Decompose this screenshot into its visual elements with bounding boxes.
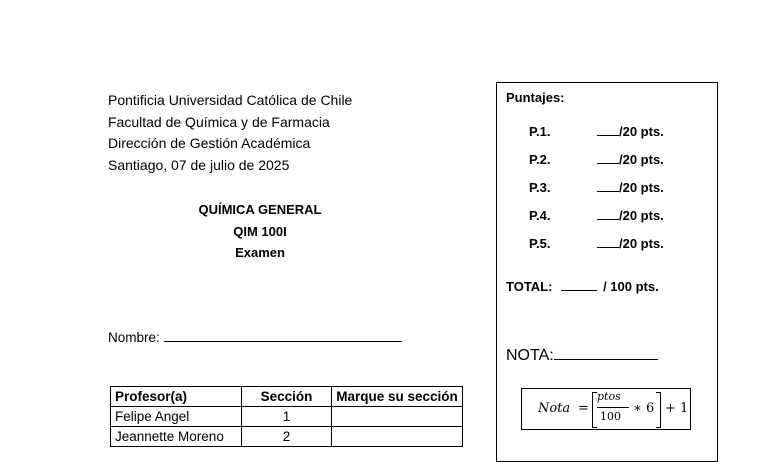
score-item-suffix: /20 pts. [619,124,664,139]
table-header-row [111,387,463,407]
course-code: QIM 100I [233,223,287,239]
formula-denominator: 100 [600,410,621,423]
grade-formula [521,388,691,430]
seccion-cell: 1 [242,407,332,427]
score-item-label: P.1. [529,124,551,139]
score-item-p2 [529,152,664,167]
institution-header [108,90,352,176]
total-line [506,279,659,294]
score-blank[interactable] [597,124,619,136]
mark-cell[interactable] [332,407,463,427]
score-item-suffix: /20 pts. [619,180,664,195]
total-blank[interactable] [561,279,597,291]
score-blank[interactable] [597,152,619,164]
course-info [160,199,360,264]
score-item-suffix: /20 pts. [619,236,664,251]
date-line: Santiago, 07 de julio de 2025 [108,156,290,173]
profesor-cell: Jeannette Moreno [111,427,242,447]
name-field [108,329,402,345]
name-blank-line[interactable] [164,329,402,342]
header-profesor: Profesor(a) [111,387,242,407]
score-item-suffix: /20 pts. [619,152,664,167]
score-item-p3 [529,180,664,195]
university-name: Pontificia Universidad Católica de Chile [108,92,353,108]
score-item-label: P.2. [529,152,551,167]
name-label: Nombre: [108,330,160,345]
header-marque: Marque su sección [332,387,463,407]
department-name: Dirección de Gestión Académica [108,135,311,151]
nota-blank[interactable] [554,346,658,360]
section-table [110,386,463,447]
score-item-suffix: /20 pts. [619,208,664,223]
nota-label: NOTA: [506,347,554,364]
score-item-p5 [529,236,664,251]
profesor-cell: Felipe Angel [111,407,242,427]
formula-lhs: Nota [538,401,571,416]
score-title: Puntajes: [506,90,565,105]
table-row [111,407,463,427]
total-label: TOTAL: [506,279,553,294]
seccion-cell: 2 [242,427,332,447]
formula-plus: + 1 [665,401,689,416]
score-item-label: P.4. [529,208,551,223]
score-item-p4 [529,208,664,223]
score-box [496,82,718,462]
exam-type: Examen [235,245,285,260]
nota-line [506,346,658,365]
formula-numerator: ptos [597,390,621,403]
header-seccion: Sección [242,387,332,407]
faculty-name: Facultad de Química y de Farmacia [108,113,330,130]
course-name: QUÍMICA GENERAL [198,202,322,217]
score-blank[interactable] [597,236,619,248]
formula-times: ∗ 6 [633,401,655,416]
score-blank[interactable] [597,208,619,220]
score-item-p1 [529,124,664,139]
mark-cell[interactable] [332,427,463,447]
table-row [111,427,463,447]
total-suffix: / 100 pts. [603,279,659,294]
formula-equals: = [578,401,589,416]
score-item-label: P.5. [529,236,551,251]
score-blank[interactable] [597,180,619,192]
score-item-label: P.3. [529,180,551,195]
fraction-bar [597,407,629,408]
formula-right-bracket [656,392,661,428]
